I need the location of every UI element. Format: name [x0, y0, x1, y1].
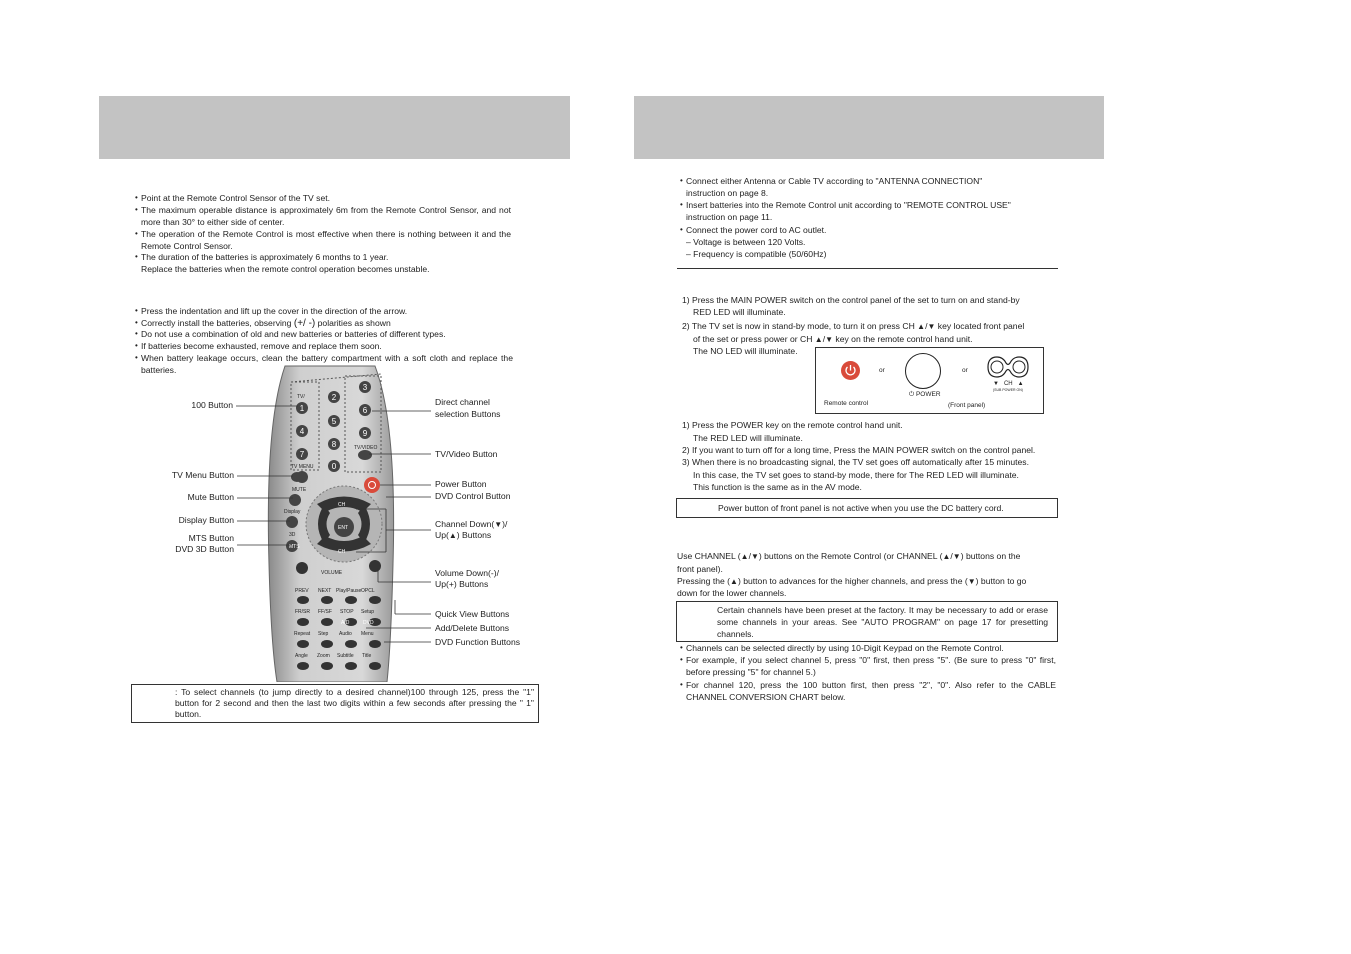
- label-selection-buttons: selection Buttons: [435, 409, 501, 419]
- label-text: ) Buttons: [456, 530, 492, 540]
- remote-power-icon: [841, 361, 860, 380]
- label-channel-down-up: [435, 519, 507, 530]
- key-frsr: FR/SR: [295, 609, 310, 615]
- key-ffsf: FF/SF: [318, 609, 332, 615]
- list-item: instruction on page 8.: [686, 188, 769, 198]
- slash: /: [950, 551, 953, 561]
- key-prev: PREV: [295, 588, 309, 594]
- ch-text: CH: [1003, 381, 1013, 387]
- label-power-button: Power Button: [435, 479, 487, 489]
- list-item: instruction on page 11.: [686, 212, 773, 222]
- channel-line-2: front panel).: [677, 564, 723, 574]
- list-item: 1) Press the MAIN POWER switch on the control panel of the set to turn on and stand-by: [682, 295, 1020, 305]
- list-item: • Insert batteries into the Remote Control unit according to "REMOTE CONTROL USE": [686, 199, 1011, 211]
- channel-line-1: [677, 550, 1057, 563]
- key-stop: STOP: [340, 609, 354, 615]
- label-dvd-control-button: DVD Control Button: [435, 491, 511, 501]
- key-repeat: Repeat: [294, 631, 311, 637]
- display-key: Display: [284, 509, 301, 515]
- key-zoom: Zoom: [317, 653, 330, 659]
- list-item: • Point at the Remote Control Sensor of the TV set.: [141, 192, 330, 204]
- slash: /: [822, 334, 826, 344]
- power-note-box: [676, 498, 1058, 518]
- svg-text:2: 2: [331, 393, 337, 402]
- label-dvd-3d-button: DVD 3D Button: [175, 544, 234, 554]
- channel-note-box-right: [676, 601, 1058, 642]
- label-text: Up(: [435, 530, 449, 540]
- label-quick-view-buttons: Quick View Buttons: [435, 609, 510, 619]
- key-setup: Setup: [361, 609, 375, 615]
- up-arrow-icon: ▲: [448, 531, 457, 540]
- svg-text:3: 3: [362, 383, 368, 392]
- svg-text:0: 0: [331, 462, 337, 471]
- key-opcl: OPCL: [361, 588, 375, 594]
- text: 2) The TV set is now in stand-by mode, to turn it on press CH: [682, 321, 915, 331]
- key-step: Step: [318, 631, 329, 637]
- up-arrow-icon: ▲: [917, 322, 926, 331]
- label-volume-down: Volume Down(-)/: [435, 568, 499, 578]
- text: Use CHANNEL (: [677, 551, 741, 561]
- list-item: • The duration of the batteries is approximately 6 months to 1 year.: [141, 251, 388, 263]
- list-item: • The operation of the Remote Control is most effective when there is nothing between it and the Remote Control Sensor.: [141, 228, 511, 252]
- svg-text:1: 1: [299, 404, 305, 413]
- label-text: Channel Down(: [435, 519, 495, 529]
- front-ch-buttons-icon: [984, 354, 1032, 380]
- list-item: RED LED will illuminate.: [693, 307, 786, 317]
- key-title: Title: [362, 653, 372, 659]
- svg-text:7: 7: [299, 450, 305, 459]
- slash: /: [748, 551, 751, 561]
- sub-power-label: (SUB POWER ON): [993, 388, 1023, 392]
- ch-down-key: CH: [338, 549, 346, 555]
- list-item: In this case, the TV set goes to stand-by mode, there for The RED LED will illuminate.: [693, 470, 1019, 480]
- label-channel-up: [435, 530, 491, 541]
- up-arrow-icon: ▲: [814, 335, 823, 344]
- up-arrow-icon: ▲: [740, 552, 749, 561]
- key-playpause: Play/Pause: [336, 588, 362, 594]
- section-divider: [677, 268, 1058, 269]
- svg-text:6: 6: [362, 406, 368, 415]
- mute-key: MUTE: [292, 487, 307, 493]
- volume-label: VOLUME: [321, 570, 343, 576]
- up-arrow-icon: ▲: [1017, 381, 1024, 387]
- down-arrow-icon: ▼: [825, 335, 834, 344]
- list-item: • Do not use a combination of old and new batteries or batteries of different types.: [141, 328, 446, 340]
- list-item: 3) When there is no broadcasting signal, the TV set goes off automatically after 15 minutes.: [682, 457, 1029, 467]
- list-item: • If batteries become exhausted, remove and replace them soon.: [141, 340, 382, 352]
- label-tv-video-button: TV/Video Button: [435, 449, 498, 459]
- list-item: • When battery leakage occurs, clean the battery compartment with a soft cloth and replace the batteries.: [141, 352, 513, 376]
- label-direct-channel: Direct channel: [435, 397, 490, 407]
- battery-text-end: polarities as shown: [317, 318, 391, 328]
- or-label-1: or: [879, 367, 885, 374]
- svg-text:8: 8: [331, 440, 337, 449]
- mts-key: MTS: [289, 544, 300, 550]
- key-dvd: DVD: [363, 620, 374, 626]
- battery-text: Correctly install the batteries, observing: [141, 318, 292, 328]
- label-display-button: Display Button: [178, 515, 234, 525]
- list-item: – Frequency is compatible (50/60Hz): [686, 249, 827, 259]
- down-arrow-icon: ▼: [927, 322, 936, 331]
- text: ) buttons on the: [960, 551, 1021, 561]
- svg-text:5: 5: [331, 417, 337, 426]
- polarity-symbol: (+/ -): [293, 318, 316, 329]
- enter-key: ENT: [338, 525, 348, 531]
- power-symbol-icon: [841, 361, 860, 380]
- list-item: • Connect either Antenna or Cable TV according to "ANTENNA CONNECTION": [686, 175, 982, 187]
- channel-preset-note: Certain channels have been preset at the factory. It may be necessary to add or erase some channels in your areas. See "AUTO PROGRAM" on page 17 for presetting channels.: [717, 605, 1048, 639]
- list-item: • Press the indentation and lift up the cover in the direction of the arrow.: [141, 305, 407, 317]
- list-item: • For channel 120, press the 100 button first, then press "2", "0". Also refer to the CABLE CHANNEL CONVERSION CHART below.: [686, 679, 1056, 703]
- text: ) button to advances for the higher channels, and press the (: [737, 576, 968, 586]
- front-power-knob-icon: [905, 353, 941, 389]
- text: of the set or press power or CH: [693, 334, 813, 344]
- down-arrow-icon: ▼: [967, 577, 976, 586]
- tvmenu-key: TV MENU: [291, 464, 314, 470]
- key-subtitle: Subtitle: [337, 653, 354, 659]
- power-note-text: Power button of front panel is not active when you use the DC battery cord.: [718, 503, 1004, 513]
- down-arrow-icon: ▼: [952, 552, 961, 561]
- list-item: • Connect the power cord to AC outlet.: [686, 224, 826, 236]
- label-mts-button: MTS Button: [188, 533, 234, 543]
- right-header-band: [634, 96, 1104, 159]
- channel-line-4: down for the lower channels.: [677, 588, 787, 598]
- label-text: )/: [502, 519, 508, 529]
- label-mute-button: Mute Button: [187, 492, 234, 502]
- down-arrow-icon: ▼: [993, 381, 999, 387]
- power-label-text: POWER: [915, 391, 941, 398]
- power-label: ⏻ POWER: [909, 391, 941, 398]
- remote-control-caption: Remote control: [824, 400, 869, 407]
- tv100-key: TV/: [297, 394, 305, 400]
- key-ad: A/D: [341, 620, 350, 626]
- list-item: This function is the same as in the AV mode.: [693, 482, 862, 492]
- channel-note-text: : To select channels (to jump directly to a desired channel)100 through 125, press the "1" button for 2 second and then the last two digits within a few seconds after pressing the " 1" button.: [175, 687, 534, 720]
- list-item: [682, 320, 1024, 333]
- text: ) button to go: [975, 576, 1027, 586]
- key-menu: Menu: [361, 631, 374, 637]
- list-item: 2) If you want to turn off for a long time, Press the MAIN POWER switch on the control panel.: [682, 445, 1036, 455]
- label-tv-menu-button: TV Menu Button: [171, 470, 234, 480]
- list-item: • Channels can be selected directly by using 10-Digit Keypad on the Remote Control.: [686, 642, 1004, 654]
- label-dvd-function-buttons: DVD Function Buttons: [435, 637, 521, 647]
- svg-text:4: 4: [299, 427, 305, 436]
- key-angle: Angle: [295, 653, 308, 659]
- tvvideo-key: TV/VIDEO: [354, 445, 378, 451]
- up-arrow-icon: ▲: [730, 577, 738, 586]
- front-panel-caption: (Front panel): [948, 402, 986, 409]
- threed-key: 3D: [289, 532, 296, 538]
- list-item: – Voltage is between 120 Volts.: [686, 237, 806, 247]
- power-figure: [815, 347, 1044, 414]
- slash: /: [925, 321, 928, 331]
- text: ) buttons on the Remote Control (or CHANNEL (: [758, 551, 943, 561]
- text: key on the remote control hand unit.: [835, 334, 973, 344]
- text: key located front panel: [937, 321, 1025, 331]
- or-label-2: or: [962, 367, 968, 374]
- up-arrow-icon: ▲: [942, 552, 951, 561]
- label-volume-up: Up(+) Buttons: [435, 579, 489, 589]
- label-add-delete-buttons: Add/Delete Buttons: [435, 623, 510, 633]
- list-item: The NO LED will illuminate.: [693, 346, 798, 356]
- list-item: Replace the batteries when the remote control operation becomes unstable.: [141, 264, 430, 274]
- label-100-button: 100 Button: [191, 400, 233, 410]
- svg-text:9: 9: [362, 429, 368, 438]
- ch-label: [993, 381, 1024, 387]
- key-audio: Audio: [339, 631, 352, 637]
- list-item: The RED LED will illuminate.: [693, 433, 803, 443]
- channel-note-box: [131, 684, 539, 723]
- list-item: 1) Press the POWER key on the remote control hand unit.: [682, 420, 903, 430]
- key-next: NEXT: [318, 588, 332, 594]
- text: Pressing the (: [677, 576, 731, 586]
- down-arrow-icon: ▼: [750, 552, 759, 561]
- down-arrow-icon: ▼: [494, 520, 503, 529]
- list-item: • For example, if you select channel 5, press "0" first, then press "5". (Be sure to press "0" first, before pressing "5" for channel 5.): [686, 654, 1056, 678]
- list-item: • The maximum operable distance is approximately 6m from the Remote Control Sensor, and not more than 30° to either side of center.: [141, 204, 511, 228]
- ch-up-key: CH: [338, 502, 346, 508]
